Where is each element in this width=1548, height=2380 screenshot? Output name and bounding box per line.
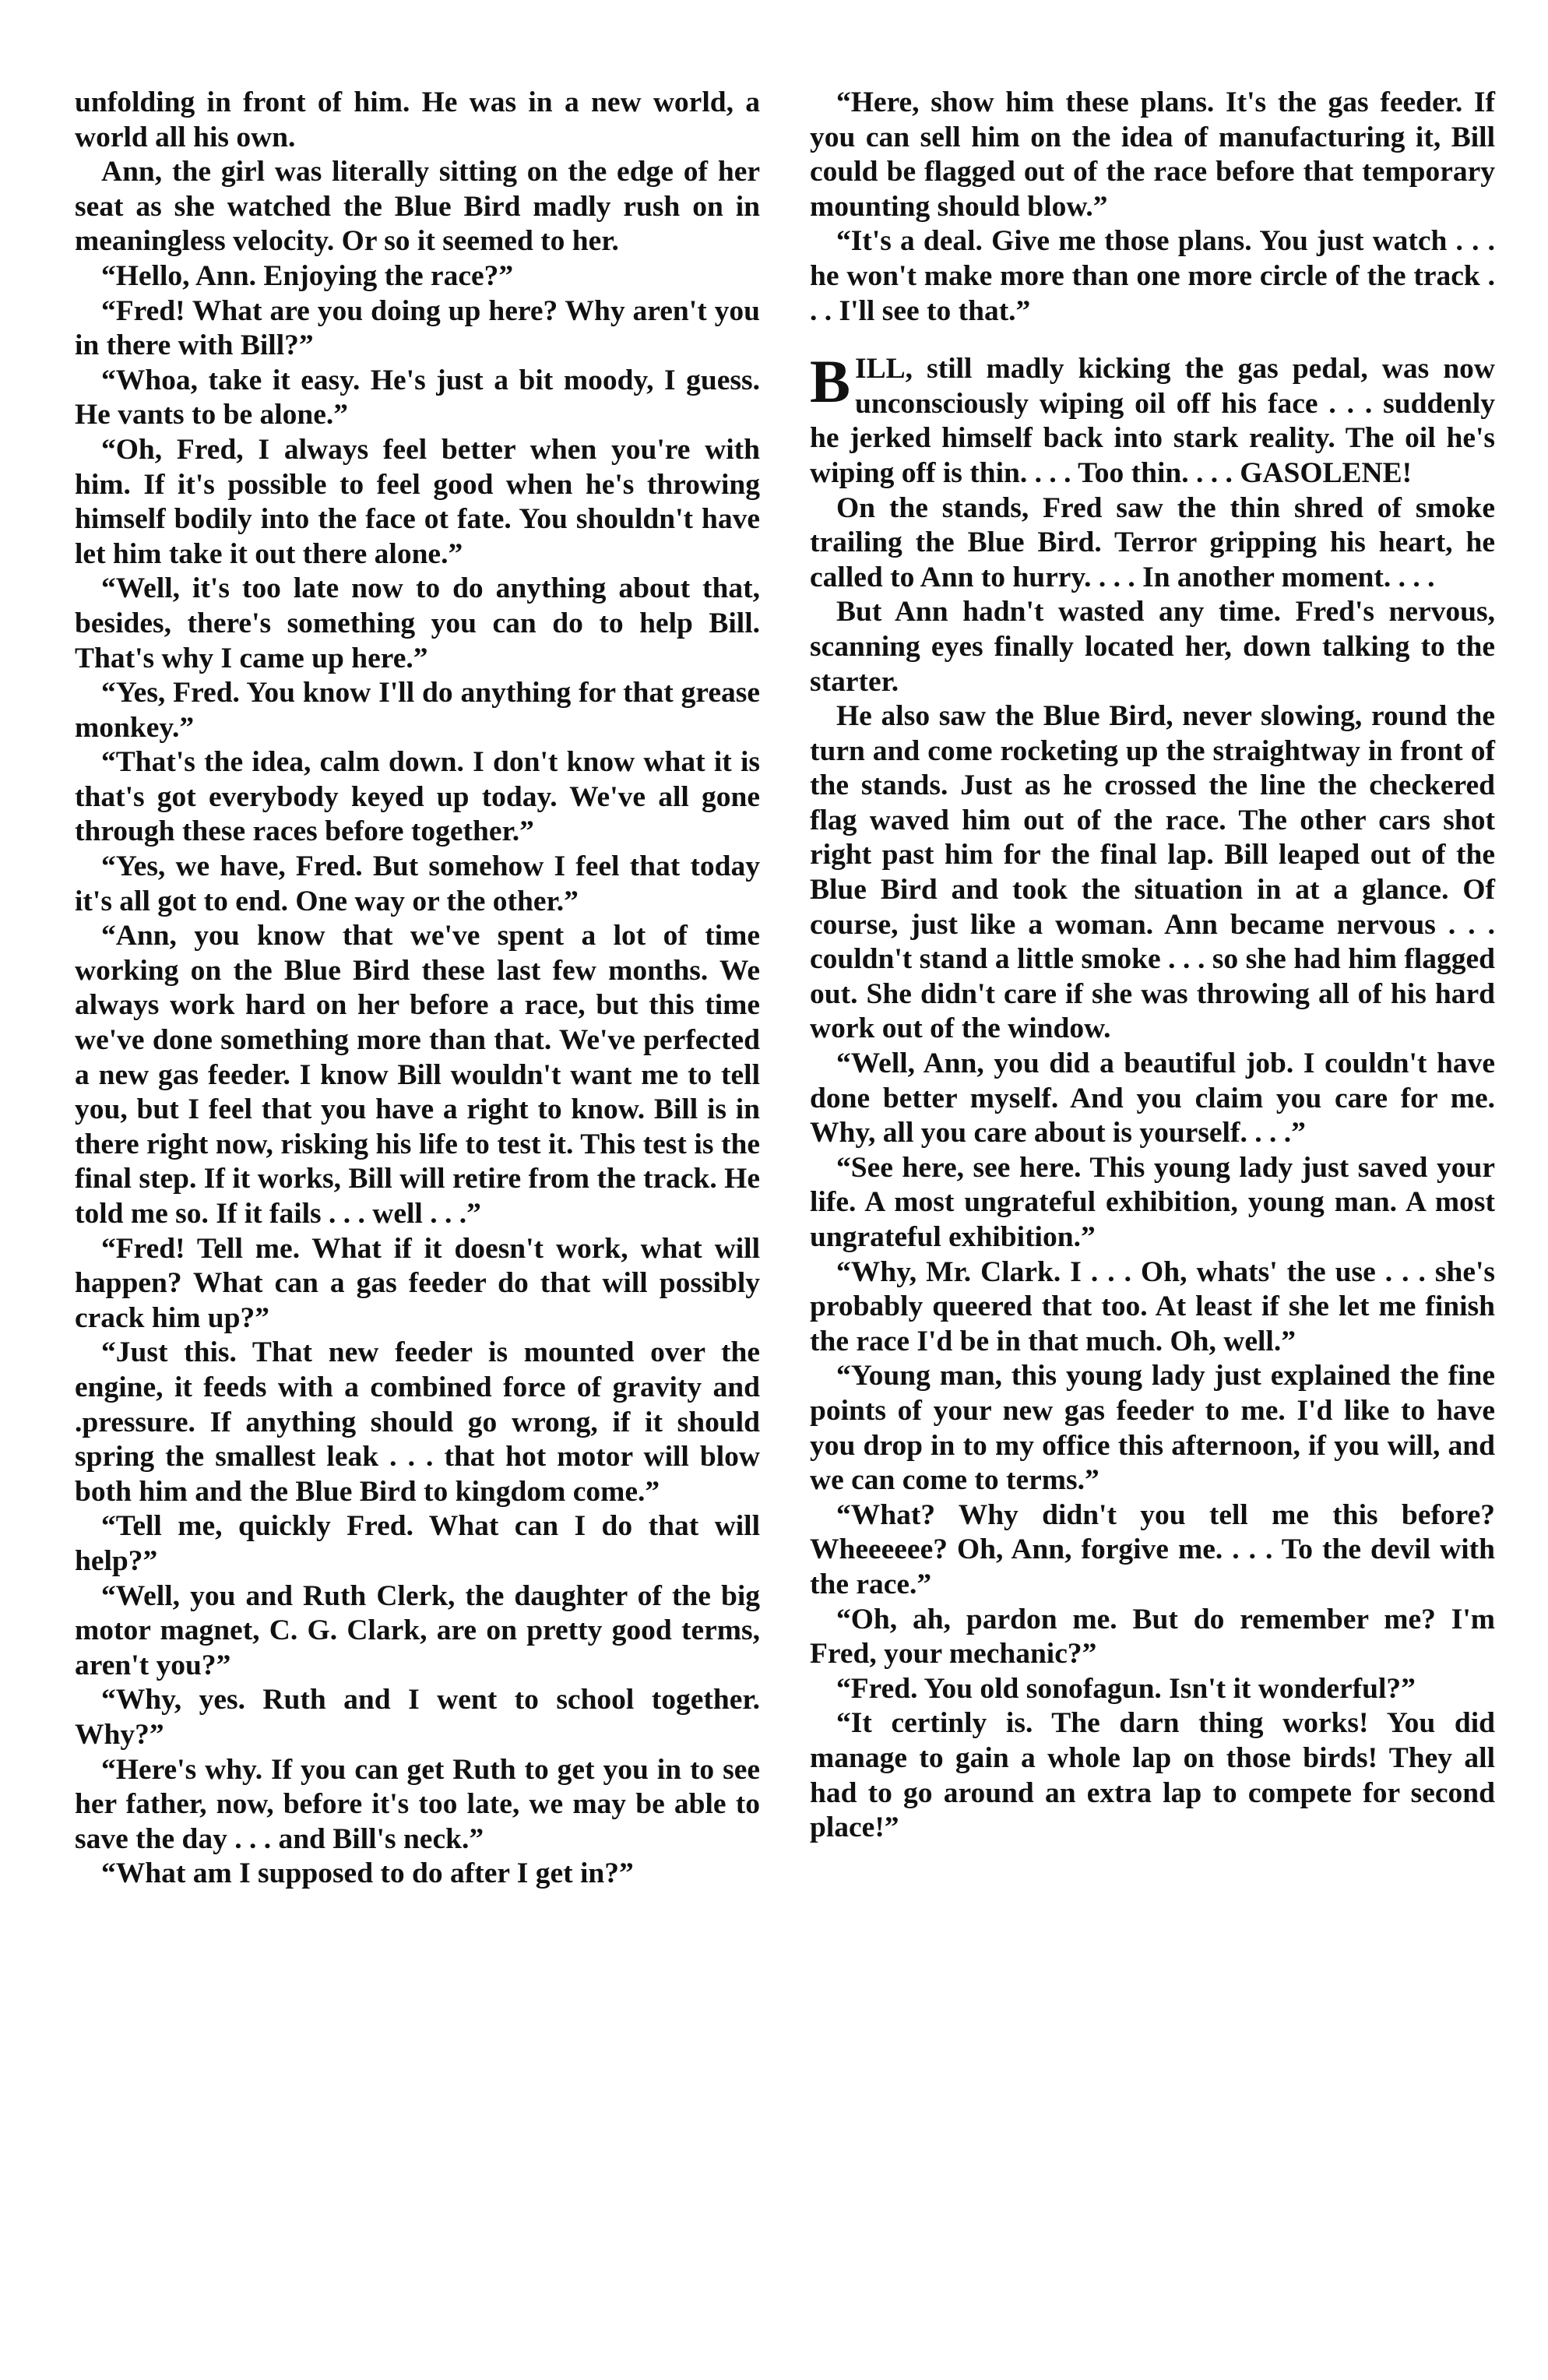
drop-cap: B bbox=[810, 347, 851, 416]
paragraph: Ann, the girl was literally sitting on the edge of her seat as she watched the Blue Bird madly rush on in meaningless velocity. Or so it seemed to her. bbox=[75, 156, 760, 258]
paragraph: “Yes, we have, Fred. But somehow I feel that today it's all got to end. One way or the other.” bbox=[75, 850, 760, 917]
paragraph: “Here, show him these plans. It's the gas feeder. If you can sell him on the idea of manufacturing it, Bill could be flagged out of the race before that temporary mounting should blow.” bbox=[810, 86, 1495, 223]
paragraph: “Fred! Tell me. What if it doesn't work, what will happen? What can a gas feeder do that will possibly crack him up?” bbox=[75, 1232, 760, 1334]
left-column bbox=[75, 86, 760, 1892]
paragraph: “Just this. That new feeder is mounted over the engine, it feeds with a combined force of gravity and .pressure. If anything should go wrong, if it should spring the smallest leak . . . that hot motor will blow both him and the Blue Bird to kingdom come.” bbox=[75, 1336, 760, 1508]
paragraph: “Ann, you know that we've spent a lot of time working on the Blue Bird these last few months. We always work hard on her before a race, but this time we've done something more than that. We've perfected a new gas feeder. I know Bill wouldn't want me to tell you, but I feel that you have a right to know. Bill is in there right now, risking his life to test it. This test is the final step. If it works, Bill will retire from the track. He told me so. If it fails . . . well . . .” bbox=[75, 920, 760, 1230]
paragraph: “Oh, ah, pardon me. But do remember me? I'm Fred, your mechanic?” bbox=[810, 1603, 1495, 1671]
paragraph: He also saw the Blue Bird, never slowing, round the turn and come rocketing up the straightway in front of the stands. Just as he crossed the line the checkered flag waved him out of the race. The other cars shot right past him for the final lap. Bill leaped out of the Blue Bird and took the situation in at a glance. Of course, just like a woman. Ann became nervous . . . couldn't stand a little smoke . . . so she had him flagged out. She didn't care if she was throwing all of his hard work out of the window. bbox=[810, 700, 1495, 1045]
paragraph: “Fred! What are you doing up here? Why aren't you in there with Bill?” bbox=[75, 294, 760, 362]
paragraph: “Oh, Fred, I always feel better when you're with him. If it's possible to feel good when he's throwing himself bodily into the face ot fate. You shouldn't have let him take it out there alone.” bbox=[75, 433, 760, 570]
paragraph: “See here, see here. This young lady just saved your life. A most ungrateful exhibition, young man. A most ungrateful exhibition.” bbox=[810, 1151, 1495, 1253]
paragraph: But Ann hadn't wasted any time. Fred's nervous, scanning eyes finally located her, down talking to the starter. bbox=[810, 596, 1495, 698]
paragraph: “It's a deal. Give me those plans. You just watch . . . he won't make more than one more circle of the track . . . I'll see to that.” bbox=[810, 225, 1495, 327]
paragraph: “What am I supposed to do after I get in?” bbox=[101, 1857, 634, 1890]
paragraph: “Why, yes. Ruth and I went to school together. Why?” bbox=[75, 1684, 760, 1751]
paragraph: “Well, you and Ruth Clerk, the daughter of the big motor magnet, C. G. Clark, are on pretty good terms, aren't you?” bbox=[75, 1579, 760, 1681]
paragraph: “Well, Ann, you did a beautiful job. I couldn't have done better myself. And you claim you care for me. Why, all you care about is yourself. . . .” bbox=[810, 1047, 1495, 1150]
paragraph: “That's the idea, calm down. I don't know what it is that's got everybody keyed up today. We've all gone through these races before together.” bbox=[75, 746, 760, 848]
paragraph: “What? Why didn't you tell me this before? Wheeeeee? Oh, Ann, forgive me. . . . To the devil with the race.” bbox=[810, 1498, 1495, 1600]
paragraph: “Whoa, take it easy. He's just a bit moody, I guess. He vants to be alone.” bbox=[75, 364, 760, 431]
paragraph: “Well, it's too late now to do anything about that, besides, there's something you can do to help Bill. That's why I came up here.” bbox=[75, 572, 760, 674]
paragraph: “Why, Mr. Clark. I . . . Oh, whats' the use . . . she's probably queered that too. At least if she let me finish the race I'd be in that much. Oh, well.” bbox=[810, 1255, 1495, 1357]
paragraph: “Fred. You old sonofagun. Isn't it wonderful?” bbox=[836, 1672, 1416, 1705]
paragraph: “Yes, Fred. You know I'll do anything for that grease monkey.” bbox=[75, 677, 760, 744]
paragraph: “Here's why. If you can get Ruth to get you in to see her father, now, before it's too late, we may be able to save the day . . . and Bill's neck.” bbox=[75, 1753, 760, 1855]
section-opening-paragraph bbox=[810, 347, 1495, 491]
paragraph: “Tell me, quickly Fred. What can I do that will help?” bbox=[75, 1510, 760, 1577]
paragraph: “Young man, this young lady just explained the fine points of your new gas feeder to me. I'd like to have you drop in to my office this afternoon, if you will, and we can come to terms.” bbox=[810, 1360, 1495, 1497]
section-opening-text: ILL, still madly kicking the gas pedal, was now unconsciously wiping oil off his face . . . suddenly he jerked himself back into stark reality. The oil he's wiping off is thin. . . . Too thin. . . . GASOLENE! bbox=[810, 353, 1495, 489]
paragraph: “It certinly is. The darn thing works! You did manage to gain a whole lap on those birds! They all had to go around an extra lap to compete for second place!” bbox=[810, 1707, 1495, 1844]
right-column bbox=[810, 86, 1495, 1846]
paragraph: On the stands, Fred saw the thin shred of smoke trailing the Blue Bird. Terror gripping his heart, he called to Ann to hurry. . . . In another moment. . . . bbox=[810, 491, 1495, 593]
paragraph: unfolding in front of him. He was in a new world, a world all his own. bbox=[75, 86, 760, 153]
paragraph: “Hello, Ann. Enjoying the race?” bbox=[101, 259, 514, 292]
